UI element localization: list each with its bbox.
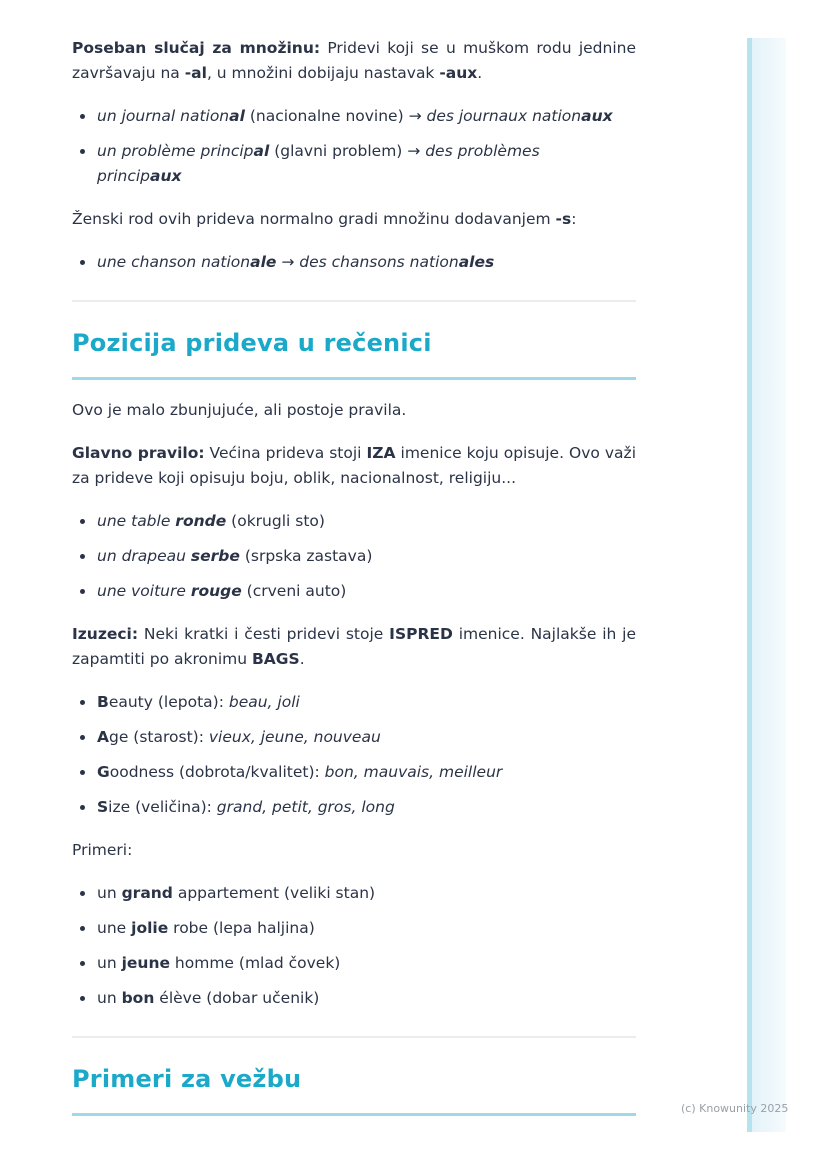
paragraph [72, 398, 636, 423]
text-run: un journal nation [97, 107, 230, 125]
text-run: ronde [175, 512, 227, 530]
text-run: bon [121, 989, 155, 1007]
list-item [72, 725, 636, 750]
text-run: (okrugli sto) [226, 512, 325, 530]
section-divider [72, 300, 636, 302]
text-run: G [97, 763, 110, 781]
text-run: Glavno pravilo: [72, 444, 205, 462]
list-item [72, 579, 636, 604]
right-accent-bar [747, 38, 786, 1132]
paragraph [72, 622, 636, 672]
section-heading: Primeri za vežbu [72, 1063, 636, 1116]
text-run: princip [97, 167, 151, 185]
bullet-list [72, 250, 636, 275]
copyright-note: (c) Knowunity 2025 [681, 1102, 789, 1115]
list-item [72, 509, 636, 534]
text-run: vieux, jeune, nouveau [208, 728, 381, 746]
text-run: jeune [121, 954, 170, 972]
text-run: ISPRED [389, 625, 453, 643]
bullet-list [72, 881, 636, 1011]
text-run: Primeri: [72, 841, 133, 859]
text-run: beau, joli [228, 693, 300, 711]
text-run: un problème princip [97, 142, 254, 160]
text-run: Izuzeci: [72, 625, 139, 643]
text-run: ge (starost): [109, 728, 209, 746]
bullet-list [72, 509, 636, 604]
text-run: A [97, 728, 109, 746]
text-run: une [97, 919, 132, 937]
text-run: un [97, 884, 122, 902]
text-run: un [97, 989, 122, 1007]
list-item [72, 795, 636, 820]
text-run: une voiture [97, 582, 191, 600]
text-run: (nacionalne novine) → [244, 107, 427, 125]
content-column [72, 36, 636, 1134]
text-run: oodness (dobrota/kvalitet): [109, 763, 325, 781]
text-run: serbe [190, 547, 240, 565]
bullet-list [72, 690, 636, 820]
text-run: une chanson nation [97, 253, 251, 271]
text-run: eauty (lepota): [108, 693, 229, 711]
text-run: al [253, 142, 270, 160]
text-run: des journaux nation [426, 107, 582, 125]
text-run: un [97, 954, 122, 972]
text-run: bon, mauvais, meilleur [324, 763, 503, 781]
text-run: : [571, 210, 577, 228]
list-item [72, 690, 636, 715]
section-heading: Pozicija prideva u rečenici [72, 327, 636, 380]
text-run: élève (dobar učenik) [154, 989, 320, 1007]
text-run: IZA [366, 444, 396, 462]
list-item [72, 916, 636, 941]
text-run: , u množini dobijaju nastavak [206, 64, 440, 82]
text-run: homme (mlad čovek) [170, 954, 341, 972]
list-item [72, 760, 636, 785]
text-run: al [229, 107, 245, 125]
paragraph [72, 36, 636, 86]
text-run: -aux [439, 64, 478, 82]
paragraph [72, 838, 636, 863]
text-run: -s [555, 210, 572, 228]
text-run: ize (veličina): [108, 798, 217, 816]
text-run: aux [581, 107, 613, 125]
list-item [72, 951, 636, 976]
text-run: ales [458, 253, 495, 271]
list-item [72, 139, 636, 189]
text-run: ale [250, 253, 277, 271]
section-divider [72, 1036, 636, 1038]
list-item [72, 544, 636, 569]
text-run: jolie [131, 919, 169, 937]
list-item [72, 104, 636, 129]
text-run: aux [150, 167, 182, 185]
text-run: imenice. Najlakše ih je zapamtiti po akronimu [72, 625, 636, 668]
text-run: appartement (veliki stan) [172, 884, 376, 902]
paragraph [72, 441, 636, 491]
text-run: -al [184, 64, 207, 82]
text-run: Ovo je malo zbunjujuće, ali postoje pravila. [72, 401, 407, 419]
text-run: B [97, 693, 109, 711]
text-run: grand [121, 884, 173, 902]
text-run: . [477, 64, 483, 82]
text-run: Većina prideva stoji [204, 444, 367, 462]
text-run: Poseban slučaj za množinu: [72, 39, 321, 57]
text-run: (crveni auto) [241, 582, 347, 600]
text-run: grand, petit, gros, long [216, 798, 395, 816]
text-run: un drapeau [97, 547, 191, 565]
list-item [72, 986, 636, 1011]
paragraph [72, 207, 636, 232]
text-run: S [97, 798, 109, 816]
text-run: → des chansons nation [276, 253, 459, 271]
text-run: Pridevi koji se u muškom rodu jednine završavaju na [72, 39, 636, 82]
text-run: des problèmes [425, 142, 540, 160]
list-item [72, 250, 636, 275]
list-item [72, 881, 636, 906]
bullet-list [72, 104, 636, 189]
text-run: Ženski rod ovih prideva normalno gradi množinu dodavanjem [72, 210, 556, 228]
text-run: . [299, 650, 305, 668]
text-run: (srpska zastava) [239, 547, 373, 565]
text-run: BAGS [251, 650, 300, 668]
text-run: une table [97, 512, 176, 530]
text-run: Neki kratki i česti pridevi stoje [138, 625, 390, 643]
text-run: imenice koju opisuje. Ovo važi za prideve koji opisuju boju, oblik, nacionalnost, religiju... [72, 444, 636, 487]
text-run: robe (lepa haljina) [168, 919, 315, 937]
text-run: (glavni problem) → [269, 142, 426, 160]
text-run: rouge [190, 582, 242, 600]
